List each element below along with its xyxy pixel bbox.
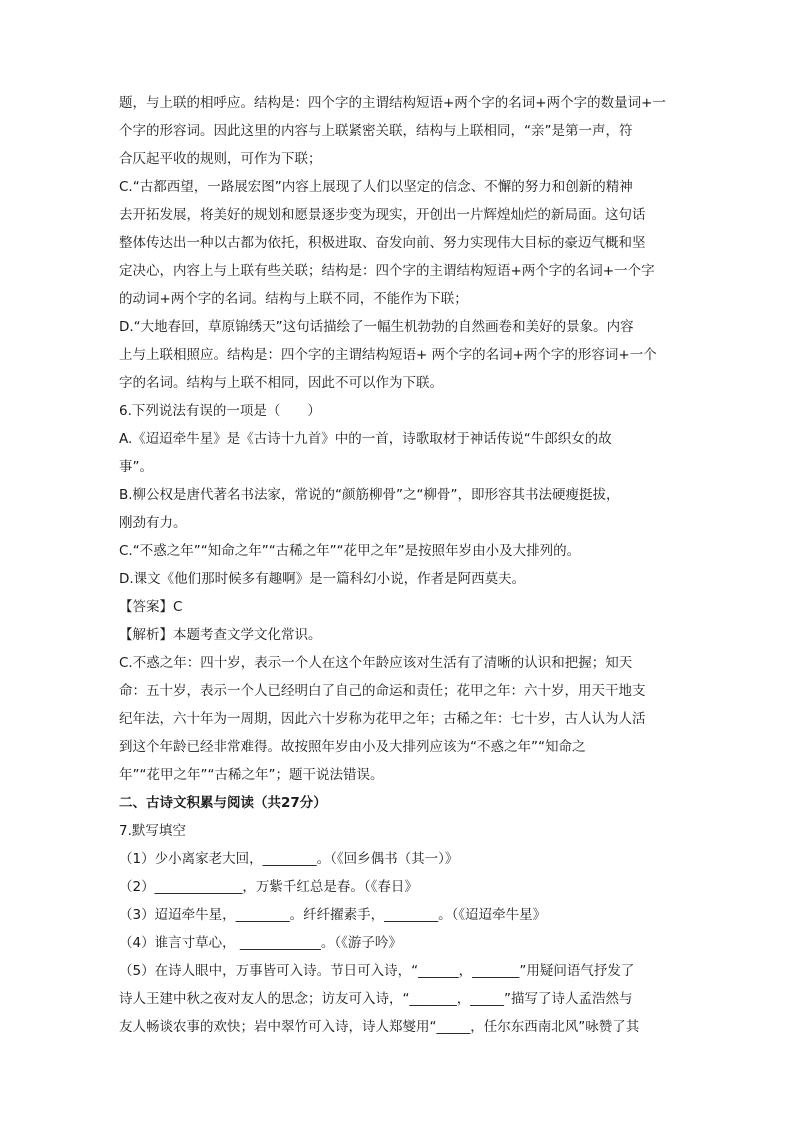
text-line: 整体传达出一种以古都为依托，积极进取、奋发向前、努力实现伟大目标的豪迈气概和坚: [119, 235, 646, 251]
text-line: （4）谁言寸草心， ____________。（《游子吟》: [119, 935, 402, 951]
text-line: （5）在诗人眼中，万事皆可入诗。节日可入诗，“______，_______”用疑问语气抒发了: [119, 963, 635, 979]
document-body: [119, 89, 679, 1041]
text-line: 刚劲有力。: [119, 515, 187, 531]
text-line: C.“不惑之年”“知命之年”“古稀之年”“花甲之年”是按照年岁由小及大排列的。: [119, 543, 581, 559]
text-line: 7.默写填空: [119, 823, 186, 839]
text-line: 题，与上联的相呼应。结构是：四个字的主谓结构短语+两个字的名词+两个字的数量词+一: [119, 95, 666, 111]
text-line: C.不惑之年：四十岁，表示一个人在这个年龄应该对生活有了清晰的认识和把握；知天: [119, 655, 633, 671]
text-line: 纪年法，六十年为一周期，因此六十岁称为花甲之年；古稀之年：七十岁，古人认为人活: [119, 711, 646, 727]
text-line: 去开拓发展，将美好的规划和愿景逐步变为现实，开创出一片辉煌灿烂的新局面。这句话: [119, 207, 646, 223]
text-line: 个字的形容词。因此这里的内容与上联紧密关联，结构与上联相同，“亲”是第一声，符: [119, 123, 633, 139]
text-line: C.“古都西望，一路展宏图”内容上展现了人们以坚定的信念、不懈的努力和创新的精神: [119, 179, 633, 195]
text-line: 【答案】C: [119, 599, 183, 615]
text-line: 命：五十岁，表示一个人已经明白了自己的命运和责任；花甲之年：六十岁，用天干地支: [119, 683, 646, 699]
text-line: 友人畅谈农事的欢快；岩中翠竹可入诗，诗人郑燮用“_____，任尔东西南北风”咏赞了其: [119, 1019, 640, 1035]
text-line: （3）迢迢牵牛星，________。纤纤擢素手，________。（《迢迢牵牛星》: [119, 907, 547, 923]
text-line: 诗人王建中秋之夜对友人的思念；访友可入诗，“_______，_____”描写了诗人孟浩然与: [119, 991, 633, 1007]
text-line: 定决心，内容上与上联有些关联；结构是：四个字的主谓结构短语+两个字的名词+一个字: [119, 263, 655, 279]
text-line: 二、古诗文积累与阅读（共27分）: [119, 795, 327, 811]
text-line: （2）_____________，万紫千红总是春。（《春日》: [119, 879, 418, 895]
text-line: 年”“花甲之年”“古稀之年”；题干说法错误。: [119, 767, 384, 783]
text-line: 【解析】本题考查文学文化常识。: [119, 627, 322, 643]
text-line: 字的名词。结构与上联不相同，因此不可以作为下联。: [119, 375, 443, 391]
text-line: 的动词+两个字的名词。结构与上联不同，不能作为下联；: [119, 291, 468, 307]
text-line: 到这个年龄已经非常难得。故按照年岁由小及大排列应该为“不惑之年”“知命之: [119, 739, 586, 755]
text-line: 6.下列说法有误的一项是（ ）: [119, 403, 321, 419]
text-line: 上与上联相照应。结构是：四个字的主谓结构短语+ 两个字的名词+两个字的形容词+一个: [119, 347, 657, 363]
text-line: B.柳公权是唐代著名书法家，常说的“颜筋柳骨”之“柳骨”，即形容其书法硬瘦挺拔，: [119, 487, 620, 503]
text-line: D.“大地春回，草原锦绣天”这句话描绘了一幅生机勃勃的自然画卷和美好的景象。内容: [119, 319, 634, 335]
text-line: 合仄起平收的规则，可作为下联；: [119, 151, 322, 167]
text-line: A.《迢迢牵牛星》是《古诗十九首》中的一首，诗歌取材于神话传说“牛郎织女的故: [119, 431, 612, 447]
text-line: （1）少小离家老大回，________。（《回乡偶书（其一）》: [119, 851, 459, 867]
text-line: 事”。: [119, 459, 153, 475]
text-line: D.课文《他们那时候多有趣啊》是一篇科幻小说，作者是阿西莫夫。: [119, 571, 526, 587]
